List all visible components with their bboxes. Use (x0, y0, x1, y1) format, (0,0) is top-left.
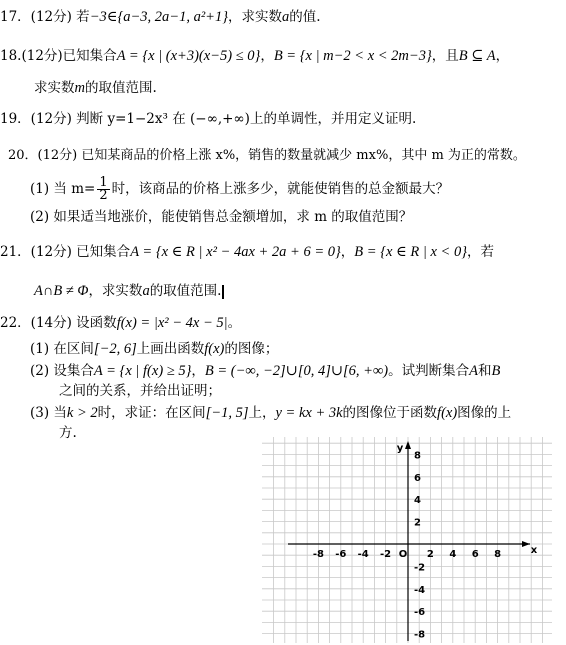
y-tick-label: 2 (414, 517, 421, 529)
q17-tail: 的值. (289, 9, 321, 25)
q21-line2-math: A∩B ≠ Φ (34, 283, 89, 299)
question-22-part2 (30, 362, 500, 380)
x-tick-label: 2 (426, 549, 434, 560)
x-tick-label: -6 (335, 549, 347, 560)
q18-set-a: A = {x | (x+3)(x−5) ≤ 0} (116, 48, 261, 64)
q21-line2-var: a (142, 283, 150, 299)
question-18 (0, 47, 509, 65)
q18-cond: B ⊆ A (458, 48, 496, 64)
question-22 (0, 314, 241, 332)
origin-label: O (398, 549, 408, 560)
q20-frac-den: 2 (99, 188, 108, 203)
question-22-part2-line2 (59, 382, 221, 400)
y-axis-arrow (405, 441, 411, 449)
question-20-part1 (30, 176, 449, 202)
question-21 (0, 243, 494, 261)
q17-prefix: 17．(12分) 若 (0, 9, 90, 25)
q22-func: f(x) = |x² − 4x − 5| (116, 315, 228, 331)
x-axis-label: x (530, 545, 538, 556)
question-21-line2 (34, 282, 224, 300)
q18-prefix: 18.(12分)已知集合 (0, 48, 117, 64)
q22-p2-set-b: B = (−∞, −2]∪[0, 4]∪[6, +∞) (204, 363, 389, 379)
q22-p1-suffix: 的图像； (224, 341, 279, 357)
question-17 (0, 8, 321, 26)
q18-comma: ， (260, 48, 274, 64)
q22-p2-b: B (491, 363, 501, 379)
q17-var: a (282, 9, 290, 25)
y-tick-label: 6 (414, 472, 421, 484)
q22-p3-line2: 方. (59, 425, 77, 441)
q22-p2-comma: ， (191, 363, 205, 379)
coordinate-grid (262, 437, 552, 643)
q22-p3-func: f(x) (437, 405, 458, 421)
y-tick-label: 8 (414, 450, 421, 462)
y-tick-label: 4 (414, 495, 421, 507)
q22-p3-suffix: 图像的上 (457, 405, 512, 421)
q22-p3-mid3: 的图像位于函数 (342, 405, 438, 421)
y-tick-label: -4 (414, 584, 426, 596)
q22-p1-prefix: (1) 在区间 (30, 341, 94, 357)
q17-suffix: ，求实数 (228, 9, 283, 25)
x-tick-label: 4 (449, 549, 457, 560)
question-22-part3-line2 (59, 424, 77, 442)
grid-lines (262, 437, 552, 643)
q22-p3-line: y = kx + 3k (275, 405, 343, 421)
q19-text: 19．(12分) 判断 y=1−2x³ 在 (−∞,+∞)上的单调性，并用定义证明. (0, 111, 417, 127)
q22-p1-func: f(x) (204, 341, 225, 357)
q22-p2-line2: 之间的关系，并给出证明； (59, 383, 221, 399)
q21-suffix: ，若 (467, 244, 495, 260)
question-20 (8, 147, 526, 165)
q18-line2-var: m (74, 80, 85, 96)
question-22-part3 (30, 404, 511, 422)
x-tick-label: 8 (494, 549, 502, 560)
q22-p2-prefix: (2) 设集合 (30, 363, 94, 379)
q21-line2-tail: 的取值范围. (149, 283, 222, 299)
q20-frac-num: 1 (99, 175, 108, 190)
q20-p2: (2) 如果适当地涨价，能使销售总金额增加，求 m 的取值范围？ (30, 209, 413, 225)
x-tick-label: -8 (312, 549, 324, 560)
y-tick-label: -2 (414, 562, 426, 574)
q21-comma: ， (340, 244, 355, 260)
q22-p3-mid: 时，求证：在区间 (97, 405, 206, 421)
q20-intro: 20．(12分) 已知某商品的价格上涨 x%，销售的数量就减少 mx%，其中 m 为正的常数。 (8, 148, 526, 163)
question-20-part2 (30, 208, 412, 226)
q22-p3-mid2: 上， (248, 405, 276, 421)
q20-p1-prefix: (1) 当 m= (30, 181, 96, 197)
x-tick-label: 6 (471, 549, 479, 560)
x-axis-arrow (522, 541, 530, 547)
y-tick-label: -6 (414, 607, 426, 619)
q22-p3-prefix: (3) 当 (30, 405, 67, 421)
q21-set-b: B = {x ∈ R | x < 0} (354, 244, 468, 260)
q21-set-a: A = {x ∈ R | x² − 4ax + 2a + 6 = 0} (130, 244, 341, 260)
y-tick-label: -8 (414, 629, 426, 641)
q22-p2-set-a: A = {x | f(x) ≥ 5} (93, 363, 192, 379)
question-19 (0, 110, 416, 128)
q20-fraction (97, 177, 109, 202)
text-cursor (222, 285, 224, 299)
question-18-line2 (34, 79, 157, 97)
q22-prefix: 22．(14分) 设函数 (0, 315, 117, 331)
x-tick-label: -4 (357, 549, 369, 560)
q22-p2-suffix: 。试判断集合 (388, 363, 470, 379)
q18-line2-prefix: 求实数 (34, 80, 75, 96)
y-axis-label: y (396, 443, 404, 454)
question-22-part1 (30, 340, 278, 358)
q21-prefix: 21．(12分) 已知集合 (0, 244, 131, 260)
q21-line2-suffix: ，求实数 (88, 283, 143, 299)
q22-p3-cond: k > 2 (66, 405, 98, 421)
q22-p1-mid: 上画出函数 (136, 341, 205, 357)
q22-p2-and: 和 (477, 363, 492, 379)
q18-set-b: B = {x | m−2 < x < 2m−3} (273, 48, 432, 64)
q18-cond-suffix: ， (495, 48, 510, 64)
x-tick-label: -2 (380, 549, 392, 560)
q17-math: −3∈{a−3, 2a−1, a²+1} (89, 9, 229, 25)
q22-end: 。 (227, 315, 242, 331)
q22-p3-interval: [−1, 5] (205, 405, 249, 421)
q22-p1-interval: [−2, 6] (93, 341, 137, 357)
q22-p2-a: A (469, 363, 478, 379)
q18-cond-prefix: ，且 (431, 48, 459, 64)
q18-line2-suffix: 的取值范围. (84, 80, 157, 96)
q20-p1-suffix: 时，该商品的价格上涨多少，就能使销售的总金额最大？ (111, 181, 450, 197)
